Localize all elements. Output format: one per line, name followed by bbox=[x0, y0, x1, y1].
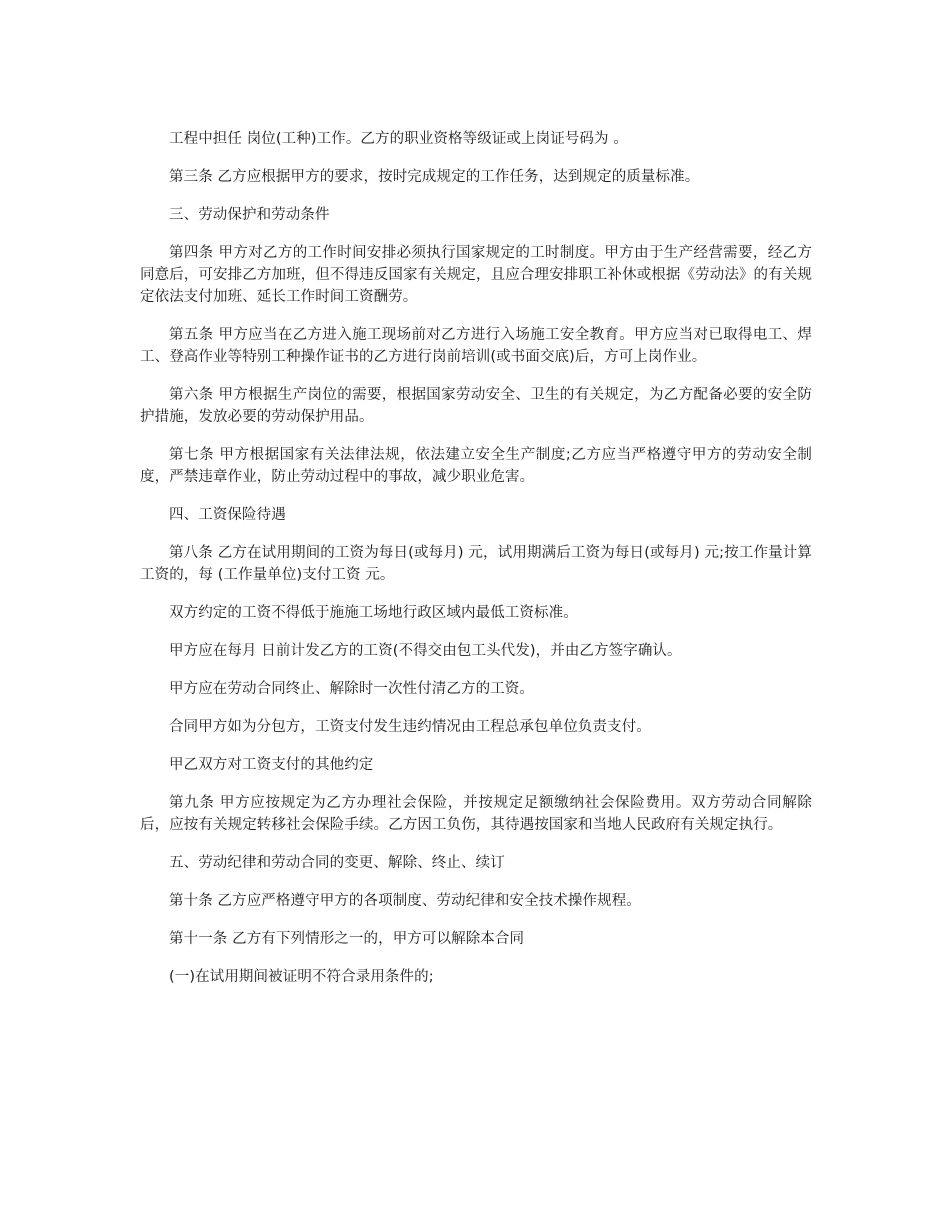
section-heading-discipline-contract: 五、劳动纪律和劳动合同的变更、解除、终止、续订 bbox=[169, 855, 505, 871]
paragraph-article-6: 第六条 甲方根据生产岗位的需要，根据国家劳动安全、卫生的有关规定，为乙方配备必要的安全防护措施，发放必要的劳动保护用品。 bbox=[140, 387, 812, 425]
paragraph-article-3: 第三条 乙方应根据甲方的要求，按时完成规定的工作任务，达到规定的质量标准。 bbox=[169, 169, 700, 185]
paragraph-monthly-pay: 甲方应在每月 日前计发乙方的工资(不得交由包工头代发)，并由乙方签字确认。 bbox=[169, 643, 682, 659]
section-heading-wages-insurance: 四、工资保险待遇 bbox=[169, 507, 286, 523]
paragraph-article-9: 第九条 甲方应按规定为乙方办理社会保险，并按规定足额缴纳社会保险费用。双方劳动合同解除后，应按有关规定转移社会保险手续。乙方因工负伤，其待遇按国家和当地人民政府有关规定执行。 bbox=[140, 795, 812, 833]
paragraph-minimum-wage: 双方约定的工资不得低于施施工场地行政区域内最低工资标准。 bbox=[169, 605, 578, 621]
document-body bbox=[140, 128, 812, 1004]
paragraph-final-pay: 甲方应在劳动合同终止、解除时一次性付清乙方的工资。 bbox=[169, 681, 534, 697]
paragraph-article-7: 第七条 甲方根据国家有关法律法规，依法建立安全生产制度;乙方应当严格遵守甲方的劳动安全制度，严禁违章作业，防止劳动过程中的事故，减少职业危害。 bbox=[140, 447, 812, 485]
paragraph-article-10: 第十条 乙方应严格遵守甲方的各项制度、劳动纪律和安全技术操作规程。 bbox=[169, 893, 641, 909]
paragraph-article-4: 第四条 甲方对乙方的工作时间安排必须执行国家规定的工时制度。甲方由于生产经营需要，经乙方同意后，可安排乙方加班，但不得违反国家有关规定，且应合理安排职工补休或根据《劳动法》的有关规定依法支付加班、延长工作时间工资酬劳。 bbox=[140, 245, 812, 305]
paragraph-article-5: 第五条 甲方应当在乙方进入施工现场前对乙方进行入场施工安全教育。甲方应当对已取得电工、焊工、登高作业等特别工种操作证书的乙方进行岗前培训(或书面交底)后，方可上岗作业。 bbox=[140, 327, 812, 365]
paragraph-item-1: (一)在试用期间被证明不符合录用条件的; bbox=[169, 969, 434, 985]
paragraph-other-agreements: 甲乙双方对工资支付的其他约定 bbox=[169, 757, 374, 773]
paragraph-continuation-post: 工程中担任 岗位(工种)工作。乙方的职业资格等级证或上岗证号码为 。 bbox=[169, 131, 628, 147]
paragraph-article-8: 第八条 乙方在试用期间的工资为每日(或每月) 元，试用期满后工资为每日(或每月) 元;按工作量计算工资的，每 (工作量单位)支付工资 元。 bbox=[140, 545, 812, 583]
section-heading-labor-protection: 三、劳动保护和劳动条件 bbox=[169, 207, 330, 223]
paragraph-subcontractor-pay: 合同甲方如为分包方，工资支付发生违约情况由工程总承包单位负责支付。 bbox=[169, 719, 651, 735]
paragraph-article-11: 第十一条 乙方有下列情形之一的，甲方可以解除本合同 bbox=[169, 931, 525, 947]
